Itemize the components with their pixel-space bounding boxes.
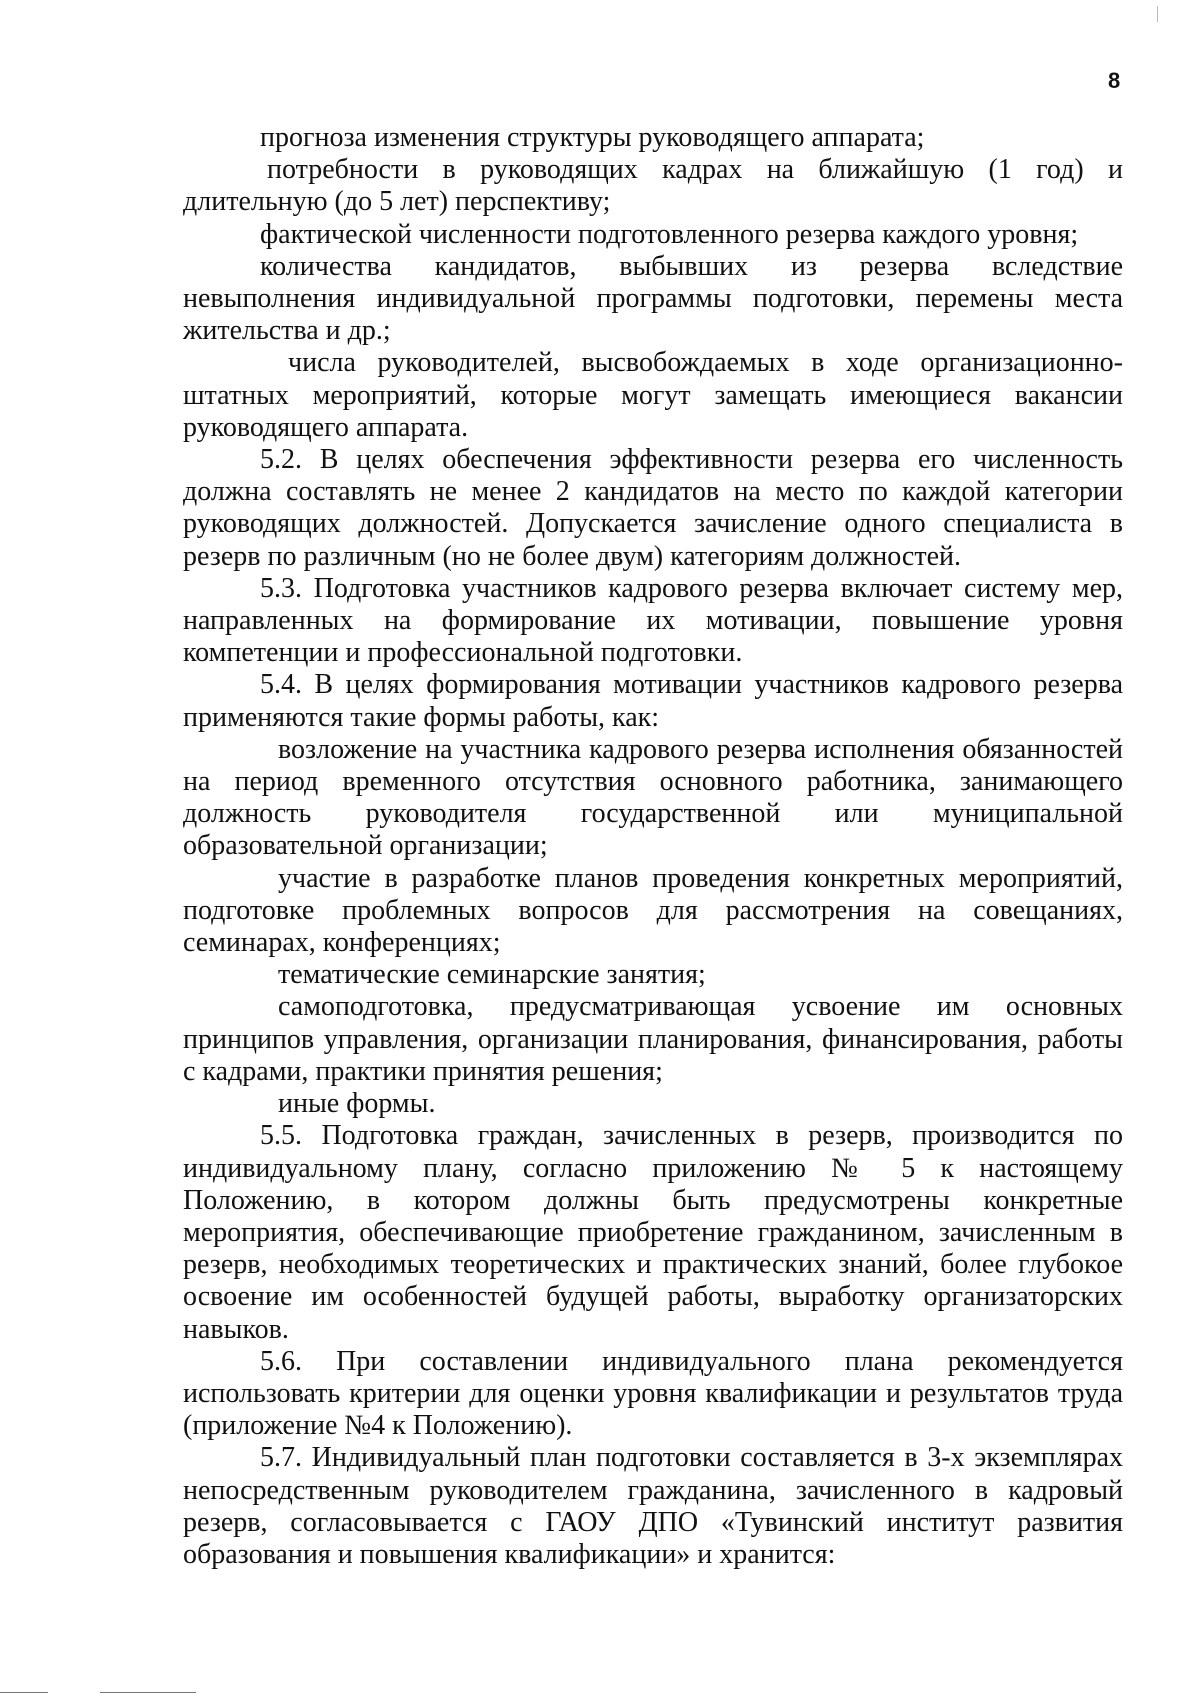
paragraph-actual-reserve: фактической численности подготовленного резерва каждого уровня; [260,218,1079,250]
paragraph-5-2: 5.2. В целях обеспечения эффективности резерва его численность должна составлять не менее 2 кандидатов на место по каждой категории руководящих должностей. Допускается зачисление одного специалиста в резерв по различным (но не более двум) категориям должностей. [183,444,1123,572]
scan-artifact-center [100,1692,196,1693]
paragraph-5-4: 5.4. В целях формирования мотивации участников кадрового резерва применяются такие формы работы, как: [183,669,1123,733]
paragraph-released-managers: числа руководителей, высвобождаемых в ходе организационно-штатных мероприятий, которые могут замещать имеющиеся вакансии руководящего аппарата. [183,347,1123,443]
paragraph-other-forms: иные формы. [278,1088,436,1120]
scan-artifact-left [0,1692,48,1693]
page-number: 8 [1108,68,1121,93]
scan-edge-mark [1157,6,1158,22]
paragraph-5-5: 5.5. Подготовка граждан, зачисленных в резерв, производится по индивидуальному плану, согласно приложению № 5 к настоящему Положению, в котором должны быть предусмотрены конкретные мероприятия, обеспечивающие приобретение гражданином, зачисленным в резерв, необходимых теоретических и практических знаний, более глубокое освоение им особенностей будущей работы, выработку организаторских навыков. [183,1120,1123,1345]
paragraph-dropped-candidates: количества кандидатов, выбывших из резерва вследствие невыполнения индивидуальной программы подготовки, перемены места жительства и др.; [183,250,1123,347]
paragraph-forecast-structure: прогноза изменения структуры руководящего аппарата; [260,122,925,153]
paragraph-5-7: 5.7. Индивидуальный план подготовки составляется в 3-х экземплярах непосредственным руководителем гражданина, зачисленного в кадровый резерв, согласовывается с ГАОУ ДПО «Тувинский институт развития образования и повышения квалификации» и хранится: [183,1442,1123,1570]
paragraph-seminars: тематические семинарские занятия; [278,959,706,991]
paragraph-staff-needs: потребности в руководящих кадрах на ближайшую (1 год) и длительную (до 5 лет) перспективу; [183,154,1123,218]
paragraph-duty-assignment: возложение на участника кадрового резерва исполнения обязанностей на период временного отсутствия основного работника, занимающего должность руководителя государственной или муниципальной образовательной организации; [183,733,1123,862]
paragraph-5-6: 5.6. При составлении индивидуального плана рекомендуется использовать критерии для оценки уровня квалификации и результатов труда (приложение №4 к Положению). [183,1345,1123,1442]
paragraph-planning-participation: участие в разработке планов проведения конкретных мероприятий, подготовке проблемных вопросов для рассмотрения на совещаниях, семинарах, конференциях; [183,862,1123,959]
paragraph-5-3: 5.3. Подготовка участников кадрового резерва включает систему мер, направленных на формирование их мотивации, повышение уровня компетенции и профессиональной подготовки. [183,572,1123,669]
paragraph-self-study: самоподготовка, предусматривающая усвоение им основных принципов управления, организации планирования, финансирования, работы с кадрами, практики принятия решения; [183,991,1123,1087]
document-body [183,122,1123,1571]
